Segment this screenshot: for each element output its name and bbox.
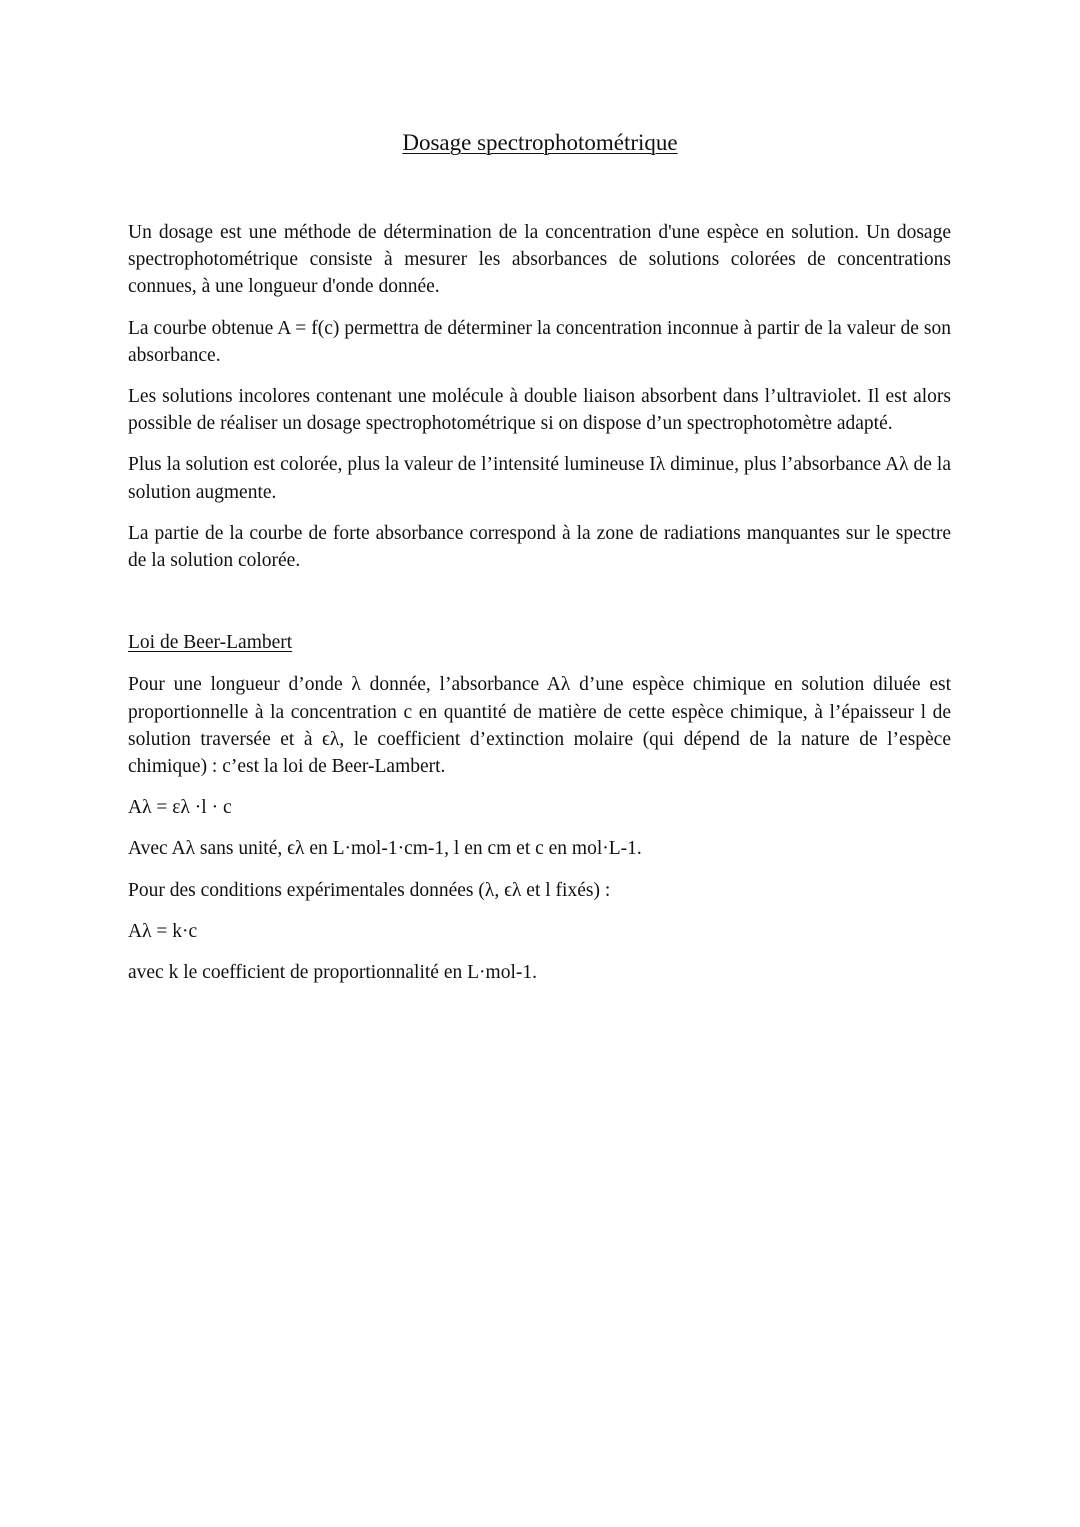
paragraph-intensity: Plus la solution est colorée, plus la valeur de l’intensité lumineuse Iλ diminue, plus l’absorbance Aλ de la solution augmente. (128, 454, 951, 503)
section-heading: Loi de Beer-Lambert (128, 632, 293, 654)
document-body (128, 219, 951, 986)
paragraph-definition: Un dosage est une méthode de détermination de la concentration d'une espèce en solution. Un dosage spectrophotométrique consiste à mesurer les absorbances de solutions colorées de concentrations connues, à une longueur d'onde donnée. (128, 222, 951, 298)
paragraph-curve: La courbe obtenue A = f(c) permettra de déterminer la concentration inconnue à partir de la valeur de son absorbance. (128, 317, 951, 366)
paragraph-absorbance-zone: La partie de la courbe de forte absorbance correspond à la zone de radiations manquantes sur le spectre de la solution colorée. (128, 522, 951, 572)
paragraph-beer-lambert: Pour une longueur d’onde λ donnée, l’absorbance Aλ d’une espèce chimique en solution diluée est proportionnelle à la concentration c en quantité de matière de cette espèce chimique, à l’épaisseur l de solution traversée et à ϵλ, le coefficient d’extinction molaire (qui dépend de la nature de l’espèce chimique) : c’est la loi de Beer-Lambert. (128, 674, 951, 778)
equation-proportionality: Aλ = k·c (128, 920, 198, 942)
equation-beer-lambert: Aλ = ελ ·l · c (128, 797, 232, 819)
paragraph-conditions: Pour des conditions expérimentales données (λ, ϵλ et l fixés) : (128, 879, 611, 901)
paragraph-units: Avec Aλ sans unité, ϵλ en L·mol-1·cm-1, l en cm et c en mol·L-1. (128, 838, 642, 860)
document-title-container (0, 128, 1080, 158)
paragraph-coefficient: avec k le coefficient de proportionnalité en L·mol-1. (128, 962, 537, 984)
document-title: Dosage spectrophotométrique (402, 130, 678, 155)
paragraph-ultraviolet: Les solutions incolores contenant une molécule à double liaison absorbent dans l’ultraviolet. Il est alors possible de réaliser un dosage spectrophotométrique si on dispose d’un spectrophotomètre adapté. (128, 386, 951, 435)
